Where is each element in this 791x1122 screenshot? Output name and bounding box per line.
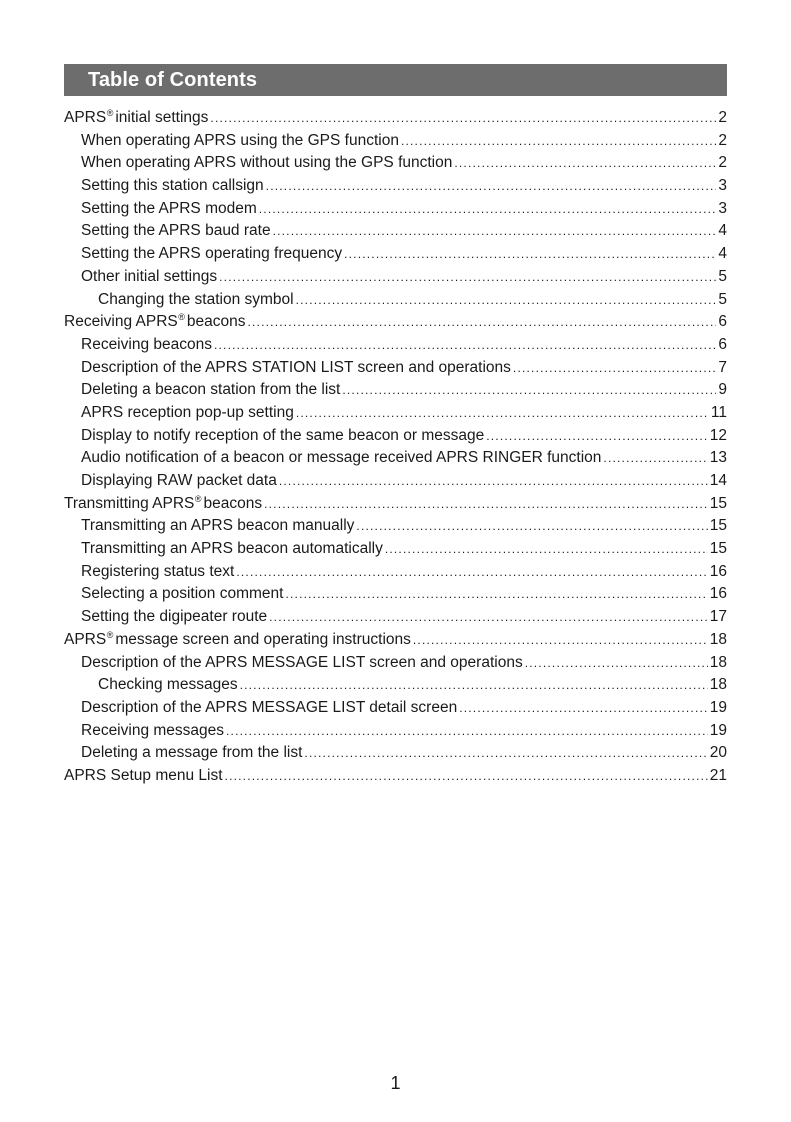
toc-entry[interactable] [64,606,727,629]
dot-leader [247,311,716,334]
dot-leader [269,606,708,629]
toc-entry[interactable] [64,311,727,334]
dot-leader [454,152,716,175]
dot-leader [344,243,716,266]
toc-entry-title-text: Receiving messages [81,721,225,739]
toc-entry[interactable] [64,220,727,243]
toc-entry-page: 2 [718,154,727,172]
toc-entry[interactable] [64,357,727,380]
toc-entry-page: 16 [709,585,727,603]
toc-entry-page: 19 [709,698,727,716]
dot-leader [264,493,708,516]
dot-leader [401,130,716,153]
toc-entry-page: 3 [718,199,727,217]
toc-entry-title [81,515,354,538]
toc-entry[interactable] [64,697,727,720]
toc-entry-title-text: Setting this station callsign [81,177,264,195]
toc-entry-title [81,402,294,425]
dot-leader [296,402,709,425]
registered-mark: ® [106,108,114,118]
toc-entry-page: 15 [709,517,727,535]
toc-entry-title [64,629,411,652]
dot-leader [285,583,707,606]
toc-entry-title [64,765,223,788]
dot-leader [266,175,717,198]
dot-leader [279,470,708,493]
toc-entry-title-text: Setting the digipeater route [81,608,268,626]
dot-leader [259,198,717,221]
dot-leader [225,765,708,788]
toc-list [64,107,727,788]
toc-entry-title-text: Receiving beacons [81,335,212,353]
toc-entry-page: 15 [709,494,727,512]
toc-entry-title-text: Checking messages [98,676,238,694]
toc-entry-title [81,583,283,606]
toc-entry-page: 6 [718,335,727,353]
toc-entry-title [81,652,523,675]
toc-entry-page: 11 [710,403,727,421]
toc-entry-title-rest: beacons [186,313,246,331]
toc-entry[interactable] [64,470,727,493]
toc-entry-title-text: APRS [64,630,107,648]
toc-entry-title [81,379,340,402]
toc-entry[interactable] [64,742,727,765]
toc-entry-title [81,357,511,380]
toc-entry-title-rest: message screen and operating instructions [115,630,411,648]
toc-entry-title-text: Receiving APRS [64,313,178,331]
toc-entry[interactable] [64,152,727,175]
page-title: Table of Contents [88,68,258,91]
toc-entry[interactable] [64,289,727,312]
dot-leader [296,289,717,312]
toc-entry[interactable] [64,107,727,130]
toc-entry-title-rest: initial settings [115,109,209,126]
toc-entry-page: 4 [718,245,727,263]
toc-entry-page: 2 [718,131,727,149]
toc-entry-title [81,606,267,629]
toc-entry-page: 12 [709,426,727,444]
registered-mark: ® [194,493,202,504]
toc-entry[interactable] [64,447,727,470]
toc-entry-title-text: When operating APRS using the GPS function [81,131,399,149]
toc-entry-title [81,742,302,765]
toc-entry-title-text: Deleting a message from the list [81,744,303,762]
dot-leader [356,515,707,538]
toc-entry-title [81,447,601,470]
toc-entry-page: 7 [718,358,727,376]
toc-entry-page: 18 [709,630,727,648]
registered-mark: ® [178,312,185,323]
dot-leader [214,334,716,357]
toc-entry[interactable] [64,674,727,697]
toc-entry-page: 18 [709,676,727,694]
toc-entry[interactable] [64,538,727,561]
dot-leader [525,652,708,675]
toc-entry-title [64,493,262,516]
dot-leader [385,538,708,561]
toc-entry[interactable] [64,266,727,289]
toc-entry-title [81,198,257,221]
toc-entry-page: 6 [718,313,727,331]
toc-entry-title-text: Setting the APRS operating frequency [81,245,343,263]
toc-entry[interactable] [64,334,727,357]
toc-entry[interactable] [64,561,727,584]
toc-entry-title-text: Setting the APRS modem [81,199,257,217]
toc-entry[interactable] [64,130,727,153]
dot-leader [486,425,708,448]
dot-leader [210,107,716,130]
toc-entry-title-text: Description of the APRS MESSAGE LIST detail screen [81,698,458,716]
toc-entry-page: 9 [718,381,727,399]
toc-entry-title-text: Displaying RAW packet data [81,472,277,489]
toc-entry-page: 5 [718,267,727,285]
toc-entry-title [81,538,383,561]
toc-entry-title-text: Transmitting an APRS beacon manually [81,517,355,535]
toc-entry-page: 2 [718,109,727,126]
toc-entry-title-text: APRS [64,109,107,126]
toc-entry[interactable] [64,198,727,221]
toc-entry-title [64,311,245,334]
toc-entry-title-text: APRS reception pop-up setting [81,403,294,421]
dot-leader [240,674,708,697]
toc-entry-page: 21 [709,766,727,784]
toc-entry-title-text: Other initial settings [81,267,218,285]
toc-entry-title-text: When operating APRS without using the GPS function [81,154,453,172]
toc-entry-title-text: Selecting a position comment [81,585,284,603]
toc-entry-title [81,720,224,743]
toc-entry-page: 14 [709,472,727,489]
toc-entry[interactable] [64,493,727,516]
dot-leader [513,357,716,380]
toc-entry-title [64,107,208,130]
toc-entry-page: 4 [718,222,727,240]
toc-entry-title-text: Deleting a beacon station from the list [81,381,341,399]
toc-entry-title [81,561,234,584]
toc-entry-title [81,334,212,357]
toc-entry-title-text: APRS Setup menu List [64,766,223,784]
toc-entry-page: 20 [709,744,727,762]
toc-entry-title [81,175,264,198]
toc-entry-title-text: Setting the APRS baud rate [81,222,271,240]
toc-entry[interactable] [64,402,727,425]
toc-entry[interactable] [64,515,727,538]
toc-entry-title [81,425,484,448]
dot-leader [413,629,708,652]
dot-leader [273,220,717,243]
toc-entry[interactable] [64,243,727,266]
toc-entry-title [98,674,238,697]
toc-entry-title-rest: beacons [203,494,263,512]
dot-leader [236,561,707,584]
dot-leader [219,266,716,289]
dot-leader [304,742,707,765]
toc-entry[interactable] [64,583,727,606]
toc-entry[interactable] [64,629,727,652]
toc-entry-title-text: Changing the station symbol [98,290,294,308]
toc-entry-page: 15 [709,540,727,558]
toc-entry-title [81,152,452,175]
toc-entry-title-text: Transmitting APRS [64,494,195,512]
toc-entry-page: 3 [718,177,727,195]
toc-entry-title [81,697,457,720]
toc-entry-title [81,470,277,493]
registered-mark: ® [106,629,114,640]
toc-entry-page: 13 [709,449,727,467]
toc-entry[interactable] [64,425,727,448]
toc-entry[interactable] [64,652,727,675]
toc-entry-title [81,266,217,289]
toc-entry-title-text: Registering status text [81,562,235,580]
toc-entry-title-text: Description of the APRS MESSAGE LIST screen and operations [81,653,523,671]
toc-entry[interactable] [64,720,727,743]
dot-leader [459,697,708,720]
dot-leader [603,447,707,470]
toc-entry[interactable] [64,765,727,788]
toc-entry[interactable] [64,379,727,402]
toc-entry[interactable] [64,175,727,198]
toc-entry-page: 19 [709,721,727,739]
toc-entry-page: 17 [709,608,727,626]
toc-entry-title [81,243,342,266]
toc-entry-page: 18 [709,653,727,671]
toc-entry-title-text: Audio notification of a beacon or message received APRS RINGER function [81,449,602,467]
dot-leader [226,720,708,743]
toc-entry-title [81,130,399,153]
page-number: 1 [390,1073,401,1093]
toc-entry-title-text: Display to notify reception of the same beacon or message [81,426,485,444]
toc-header-bar [64,64,727,96]
toc-entry-title-text: Description of the APRS STATION LIST screen and operations [81,358,511,376]
toc-entry-page: 16 [709,562,727,580]
toc-entry-title [98,289,294,312]
toc-entry-title [81,220,271,243]
dot-leader [342,379,716,402]
toc-entry-title-text: Transmitting an APRS beacon automatically [81,540,383,558]
toc-entry-page: 5 [718,290,727,308]
